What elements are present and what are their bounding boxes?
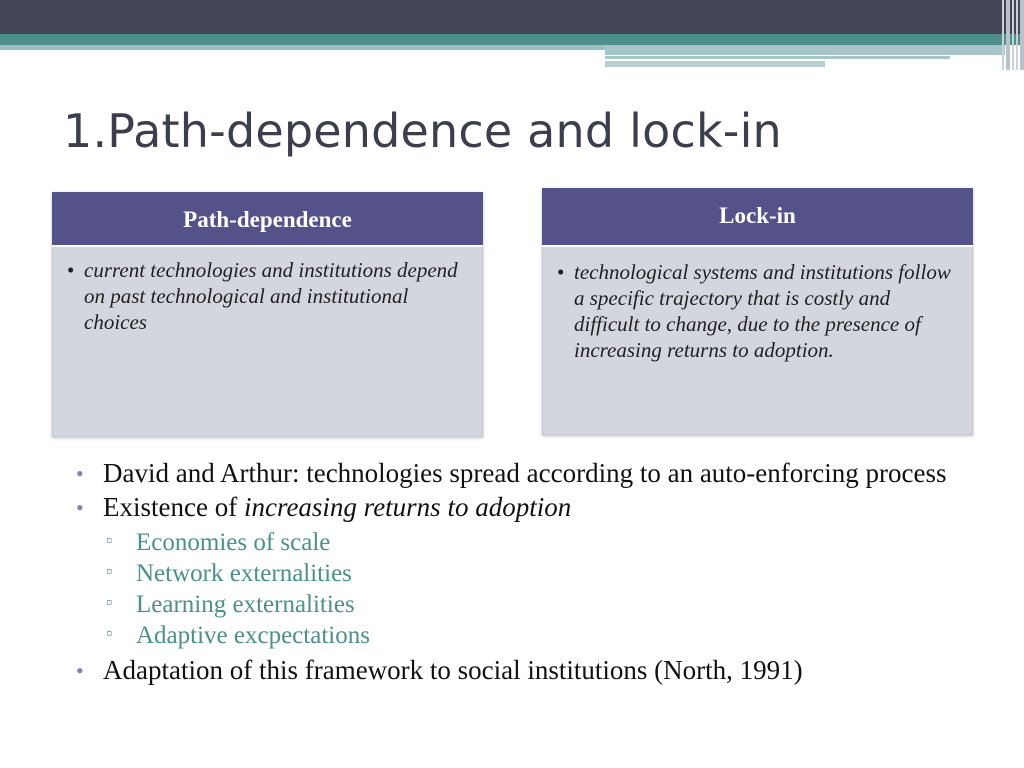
bullet-increasing-returns xyxy=(76,493,1006,522)
path-dependence-definition: • current technologies and institutions depend on past technological and institutional choices xyxy=(84,257,462,335)
sub-bullet-text: Adaptive excpectations xyxy=(136,622,370,649)
path-dependence-box xyxy=(52,192,483,437)
lock-in-box xyxy=(542,188,973,435)
bullet-dot-icon: • xyxy=(76,658,84,683)
sub-bullet-network xyxy=(76,558,1006,589)
lock-in-definition: • technological systems and institutions follow a specific trajectory that is costly and difficult to change, due to the presence of increasing returns to adoption. xyxy=(574,259,954,363)
sub-bullet-text: Learning externalities xyxy=(136,591,355,618)
bullet-emphasis: increasing returns to adoption xyxy=(243,492,572,522)
sub-bullet-text: Economies of scale xyxy=(136,529,331,556)
top-light-bar xyxy=(0,45,605,50)
bullet-dot-icon: • xyxy=(76,461,84,486)
path-dependence-body xyxy=(52,247,483,437)
decor-line-3 xyxy=(605,61,825,67)
path-dependence-heading: Path-dependence xyxy=(52,192,483,245)
square-bullet-icon: ▫ xyxy=(106,530,113,550)
slide-title: 1.Path-dependence and lock-in xyxy=(63,104,782,158)
bullet-social-institutions xyxy=(76,656,1006,685)
decor-line-2 xyxy=(605,56,950,59)
bullet-text: Existence of xyxy=(103,492,244,522)
lock-in-heading: Lock-in xyxy=(542,188,973,245)
sub-bullet-list xyxy=(76,527,1006,651)
top-teal-bar xyxy=(0,34,1024,45)
square-bullet-icon: ▫ xyxy=(106,561,113,581)
main-bullet-list xyxy=(76,459,1006,690)
decor-line-1 xyxy=(605,45,1005,55)
bullet-text: David and Arthur: technologies spread according to an auto-enforcing process xyxy=(103,458,947,488)
sub-bullet-economies xyxy=(76,527,1006,558)
sub-bullet-learning xyxy=(76,589,1006,620)
sub-bullet-adaptive xyxy=(76,620,1006,651)
top-dark-bar xyxy=(0,0,1024,34)
lock-in-body xyxy=(542,247,973,435)
bullet-dot-icon: • xyxy=(76,495,84,520)
square-bullet-icon: ▫ xyxy=(106,592,113,612)
sub-bullet-text: Network externalities xyxy=(136,560,352,587)
sub-bullet-container xyxy=(76,527,1006,651)
bullet-text: Adaptation of this framework to social institutions (North, 1991) xyxy=(103,655,803,685)
bullet-david-arthur xyxy=(76,459,1006,488)
square-bullet-icon: ▫ xyxy=(106,623,113,643)
decor-vertical-stripes xyxy=(994,0,1024,70)
